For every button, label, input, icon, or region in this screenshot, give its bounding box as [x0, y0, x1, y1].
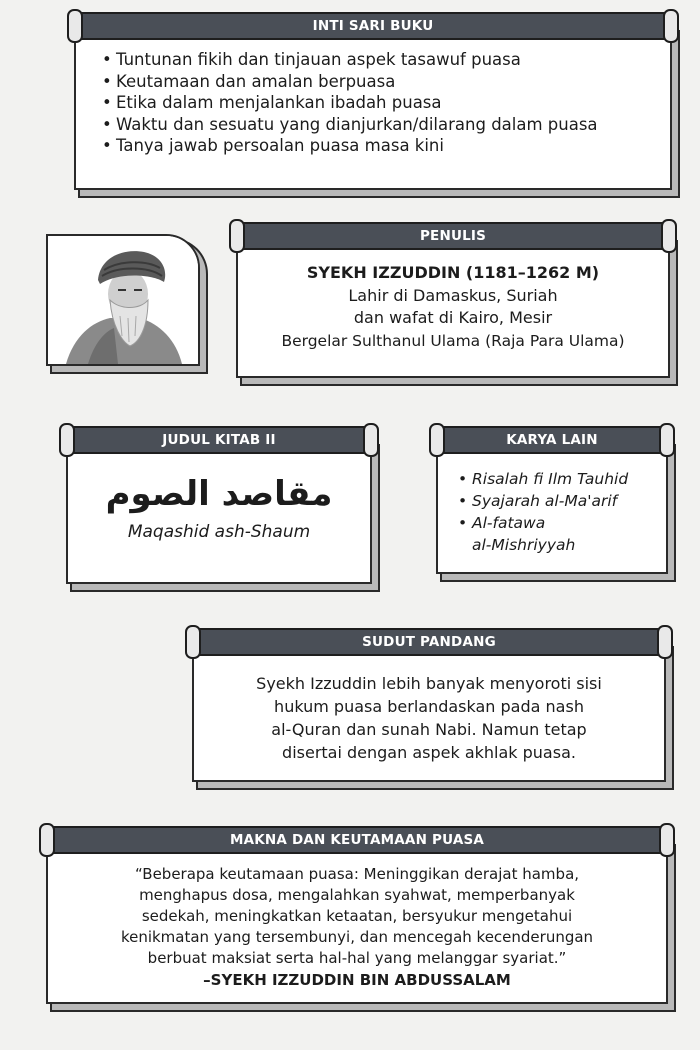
quote-line: sedekah, meningkatkan ketaatan, bersyukur mengetahui [141, 907, 573, 925]
scroll-curl-icon [429, 423, 445, 457]
scroll-curl-icon [39, 823, 55, 857]
karya-lain-list [458, 468, 662, 534]
quote-line: menghapus dosa, mengalahkan syahwat, memperbanyak [139, 886, 575, 904]
sudut-pandang-card [192, 628, 666, 782]
penulis-card [236, 222, 670, 378]
list-item: • Tuntunan fikih dan tinjauan aspek tasawuf puasa [102, 49, 662, 71]
list-item: • Al-fatawa [458, 512, 662, 534]
text-line: al-Quran dan sunah Nabi. Namun tetap [271, 720, 587, 739]
quote-line: berbuat maksiat serta hal-hal yang melanggar syariat.” [147, 949, 567, 967]
text-line: disertai dengan aspek akhlak puasa. [282, 743, 576, 762]
book-title-latin: Maqashid ash-Shaum [127, 522, 311, 542]
scroll-curl-icon [661, 219, 677, 253]
list-item: • Keutamaan dan amalan berpuasa [102, 71, 662, 93]
judul-kitab-card [66, 426, 372, 584]
scroll-curl-icon [659, 823, 675, 857]
penulis-title: PENULIS [242, 222, 664, 250]
scroll-curl-icon [657, 625, 673, 659]
scroll-curl-icon [659, 423, 675, 457]
list-item: • Syajarah al-Ma'arif [458, 490, 662, 512]
book-title-arabic: مقاصد الصوم [105, 474, 333, 514]
karya-lain-title: KARYA LAIN [442, 426, 662, 454]
quote-attribution: –SYEKH IZZUDDIN BIN ABDUSSALAM [203, 971, 511, 989]
author-death: dan wafat di Kairo, Mesir [353, 308, 553, 327]
author-portrait [46, 234, 210, 370]
list-item: • Etika dalam menjalankan ibadah puasa [102, 92, 662, 114]
makna-title: MAKNA DAN KEUTAMAAN PUASA [52, 826, 662, 854]
author-title: Bergelar Sulthanul Ulama (Raja Para Ulama) [281, 331, 625, 350]
scroll-curl-icon [363, 423, 379, 457]
scroll-curl-icon [663, 9, 679, 43]
scroll-curl-icon [185, 625, 201, 659]
inti-sari-title: INTI SARI BUKU [80, 12, 666, 40]
author-portrait-illustration [48, 236, 198, 364]
text-line: hukum puasa berlandaskan pada nash [274, 697, 584, 716]
makna-card [46, 826, 668, 1004]
list-item-continuation: al-Mishriyyah [472, 536, 576, 554]
scroll-curl-icon [59, 423, 75, 457]
author-name: SYEKH IZZUDDIN (1181–1262 M) [306, 263, 600, 282]
judul-kitab-title: JUDUL KITAB II [72, 426, 366, 454]
quote-line: kenikmatan yang tersembunyi, dan mencegah kecenderungan [120, 928, 594, 946]
list-item: • Waktu dan sesuatu yang dianjurkan/dilarang dalam puasa [102, 114, 662, 136]
sudut-pandang-title: SUDUT PANDANG [198, 628, 660, 656]
karya-lain-card [436, 426, 668, 574]
author-birth: Lahir di Damaskus, Suriah [348, 285, 558, 305]
scroll-curl-icon [67, 9, 83, 43]
scroll-curl-icon [229, 219, 245, 253]
list-item: • Risalah fi Ilm Tauhid [458, 468, 662, 490]
quote-line: “Beberapa keutamaan puasa: Meninggikan derajat hamba, [134, 865, 580, 883]
inti-sari-card [74, 12, 672, 190]
inti-sari-list [102, 49, 662, 157]
text-line: Syekh Izzuddin lebih banyak menyoroti sisi [256, 674, 602, 693]
list-item: • Tanya jawab persoalan puasa masa kini [102, 135, 662, 157]
